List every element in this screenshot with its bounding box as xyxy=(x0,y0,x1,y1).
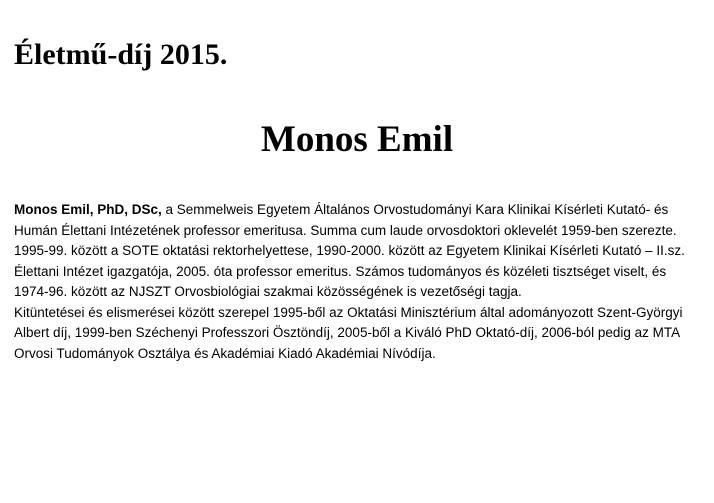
biography-text xyxy=(14,200,686,364)
biography-paragraph-2: Kitüntetései és elismerései között szerepel 1995-ből az Oktatási Minisztérium által adományozott Szent-Györgyi Albert díj, 1999-ben Széchenyi Professzori Ösztöndíj, 2005-ből a Kiváló PhD Oktató-díj, 2006-ból pedig az MTA Orvosi Tudományok Osztálya és Akadémiai Kiadó Akadémiai Nívódíja. xyxy=(14,304,683,361)
award-title: Életmű-díj 2015. xyxy=(14,38,228,71)
honoree-credentials: Monos Emil, PhD, DSc, xyxy=(14,202,162,217)
biography-paragraph-1 xyxy=(14,200,686,303)
honoree-name: Monos Emil xyxy=(260,119,454,160)
biography-paragraph-1-text: a Semmelweis Egyetem Általános Orvostudományi Kara Klinikai Kísérleti Kutató- és Humán Élettani Intézetének professor emeritusa. Summa cum laude orvosdoktori oklevelét 1959-ben szerezte. 1995-99. között a SOTE oktatási rektorhelyettese, 1990-2000. között az Egyetem Klinikai Kísérleti Kutató – II.sz. Élettani Intézet igazgatója, 2005. óta professor emeritus. Számos tudományos és közéleti tisztséget viselt, és 1974-96. között az NJSZT Orvosbiológiai szakmai közösségének is vezetőségi tagja. xyxy=(14,202,685,299)
